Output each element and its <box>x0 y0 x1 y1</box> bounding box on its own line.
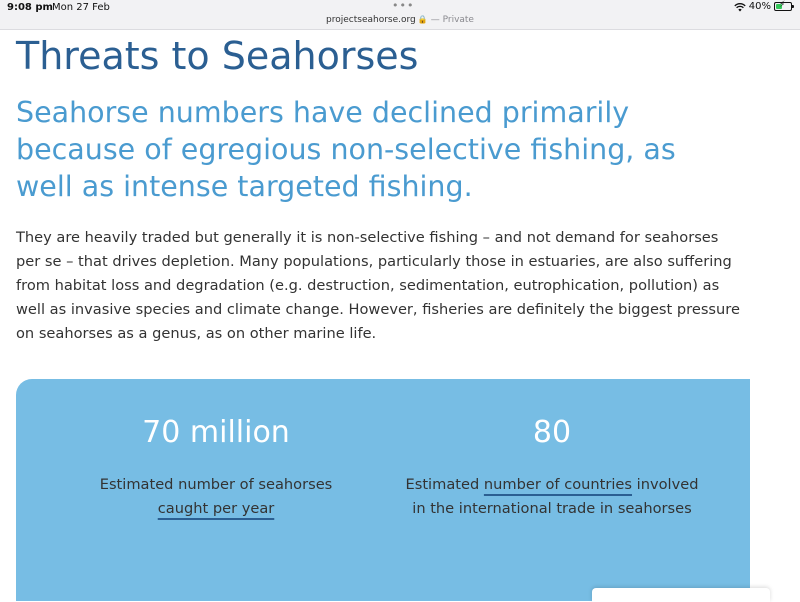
wifi-icon <box>734 2 746 12</box>
stat-description <box>66 473 366 521</box>
stat-desc-text: Estimated <box>405 476 480 493</box>
more-dots-icon[interactable]: ••• <box>392 0 415 12</box>
stat-value: 80 <box>532 415 572 450</box>
stat-value: 70 million <box>142 415 290 450</box>
status-indicators <box>734 1 792 12</box>
charging-bolt-icon: ⚡ <box>779 0 786 10</box>
lock-icon: 🔒 <box>417 15 428 24</box>
url-text: projectseahorse.org <box>326 15 416 25</box>
stat-desc-text-after: involved in the international trade in seahorses <box>412 476 699 517</box>
intro-paragraph: They are heavily traded but generally it is non-selective fishing – and not demand for seahorses per se – that drives depletion. Many populations, particularly those in estuaries, are also suffering from habitat loss and degradation (e.g. destruction, sedimentation, eutrophication, pollution) as well as invasive species and climate change. However, fisheries are definitely the biggest pressure on seahorses as a genus, as on other marine life. <box>16 229 740 342</box>
stat-seahorses-caught <box>66 413 366 521</box>
status-bar <box>0 0 800 30</box>
stat-desc-text: Estimated number of seahorses <box>99 476 333 493</box>
private-label: — Private <box>430 15 474 25</box>
battery-icon <box>774 2 792 11</box>
page-title: Threats to Seahorses <box>16 34 419 78</box>
number-of-countries-link[interactable]: number of countries <box>483 476 633 493</box>
stats-panel <box>16 379 750 601</box>
caught-per-year-link[interactable]: caught per year <box>157 500 275 517</box>
address-bar[interactable] <box>0 15 800 25</box>
status-time: 9:08 pm <box>7 2 53 13</box>
status-date: Mon 27 Feb <box>52 2 110 13</box>
page-subtitle: Seahorse numbers have declined primarily because of egregious non-selective fishing, as well as intense targeted fishing. <box>16 96 676 203</box>
stat-countries <box>402 413 702 521</box>
battery-percent: 40% <box>748 1 771 12</box>
stat-description <box>402 473 702 521</box>
